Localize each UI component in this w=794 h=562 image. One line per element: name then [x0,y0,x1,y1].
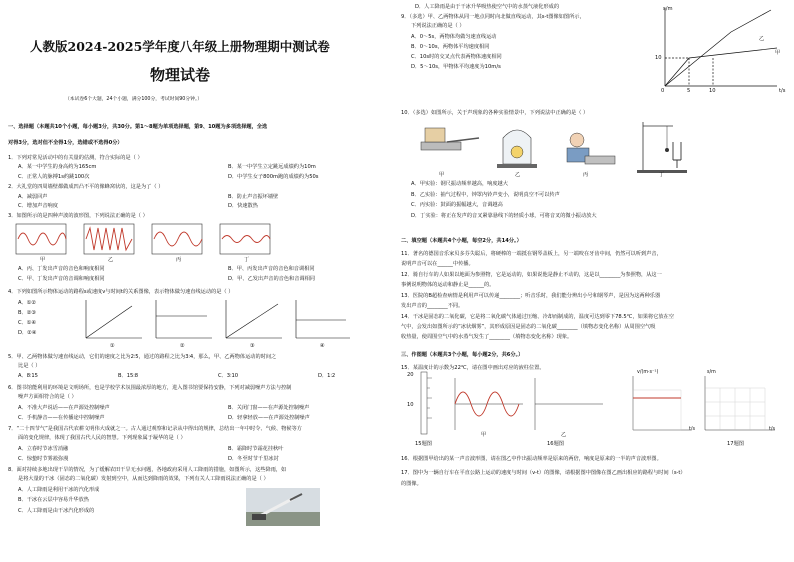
q2-option-a: A．减弱回声 [18,194,48,200]
q9-stem: 9．（多选）甲、乙两物体从同一地点同时向北做直线运动，其s-t图像如图所示， [401,14,585,20]
q2-option-b: B．防止声音振坏墙壁 [228,194,279,200]
q9-series-yi: 乙 [759,36,765,42]
q17-vt-graph [633,376,691,430]
wave-box-yi [84,224,134,254]
q9-line-yi [665,10,771,86]
q6-option-c: C．手机静音——在传播途中控制噪声 [18,415,105,421]
wave-box-bing [152,224,202,254]
q7-stem: 7．“二十四节气”是我国古代农耕文明伟大成就之一。古人通过观察和记录从中得出的规律，总结出一年中时令、气候、物候等方 [8,426,302,432]
q1-option-c: C．正常人的脉搏1s约跳100次 [18,174,90,180]
q9-y-label: s/m [663,6,673,12]
q5-stem-cont: 比是（ ） [18,363,41,369]
q8-option-c: C．人工降雨是由干冰汽化形成的 [18,508,95,514]
q3-label-ding: 丁 [244,257,250,263]
q15-tick-10: 10 [407,402,414,408]
q11-text-cont: 说明声音可以在______中传播。 [401,261,474,267]
q5-option-b: B．15∶8 [118,373,138,379]
q10-option-a: A．甲实验：钢尺振动频率越高，响度越大 [411,181,508,187]
q10-option-b: B．乙实验：抽气过程中，钟罩内铃声变小，说明真空不可以传声 [411,192,560,198]
q9-tick-x5: 5 [687,88,691,94]
fig16-caption: 16题图 [547,441,564,447]
q14-text-cont: 气中，会发出如图所示的“冰状烟雾”，其形成原因是固态的二氧化碳________（填物态变化名称）从周围空气吸 [401,324,656,330]
q9-guide-lines [665,58,713,86]
q16-wave-jia [455,378,523,430]
q5-option-c: C．3∶10 [218,373,239,379]
q8-option-b: B．干冰在云层中容易升华放热 [18,497,89,503]
q6-option-b: B．关闭门窗——在声源处控制噪声 [228,405,310,411]
q12-text: 12．骑自行车的人如果以地面为参照物，它是运动的，如果说他是静止不动的，这是以________为参照物，从这一 [401,272,662,278]
section2-heading: 二、填空题（本题共4个小题，每空2分，共14分。） [401,238,522,244]
q10-fig-yi-bell-jar [497,130,537,168]
q15-17-figures [405,370,785,438]
q10-option-d: D．丁实验：将正在发声的音叉紧靠悬线下的轻质小球，可将音叉的微小振动放大 [411,213,597,219]
q10-label-jia: 甲 [439,172,445,178]
q6-stem-cont: 噪声方面相符合的是（ ） [18,394,77,400]
q6-stem: 6．图书馆能利用的环境是文明场所，也是学校学术氛围最浓厚的地方，进入图书馆要保持安静，下列对减弱噪声方法与控制 [8,385,292,391]
q4-stem: 4．下列如图所示物体运动的路程s或速度v与时间t的关系图像，表示物体做匀速直线运动的是（ ） [8,289,234,295]
q17-v-axis-label: v/(m·s⁻¹) [637,370,659,375]
q2-stem: 2．大礼堂的四周墙壁都做成凹凸不平的像蜂窝状的，这是为了（ ） [8,184,164,190]
q4-option-a: A．①② [18,300,37,306]
q8-rain-rocket-photo [246,488,320,526]
q5-option-a: A．8∶15 [18,373,38,379]
right-column [397,0,794,562]
q4-option-d: D．②④ [18,330,37,336]
q15-text: 15．某温度计的示数为22℃，请在图中画出对应的液柱位置。 [401,365,545,371]
q15-thermometer [421,372,432,434]
q10-fig-ding-tuning-fork [637,122,687,173]
q4-graphs [82,296,352,346]
q10-label-yi: 乙 [515,172,521,178]
q16-label-jia: 甲 [481,432,487,438]
q4-label-2: ② [180,343,185,349]
q7-stem-cont: 面的变化规律，体现了我国古代人民的智慧。下列现象属于凝华的是（ ） [18,435,186,441]
q17-s-axis-label: s/m [707,370,716,375]
q13-text: 13．医院的B超检查病情是利用声可以传递________；听音乐时，我们能分辨出小号和钢琴声，是因为这两种乐器 [401,293,661,299]
q16-wave-yi-empty [535,378,603,430]
q9-series-jia: 甲 [775,50,781,56]
q16-text: 16．根据图甲给出的某一声音波形图，请在图乙中作出振动频率是原来的两倍，响度是原来的一半的声音波形图。 [401,456,662,462]
q4-label-3: ③ [250,343,255,349]
q9-x-label: t/s [779,88,786,94]
q10-label-ding: 丁 [659,172,665,178]
q9-option-d: D．5～10s，甲物体平均速度为10m/s [411,64,501,70]
q10-experiment-figures [417,120,717,176]
q17-t-axis-label: t/s [689,427,695,432]
q4-label-1: ① [110,343,115,349]
q3-option-a: A．丙、丁发出声音的音色和响度相同 [18,266,105,272]
q4-label-4: ④ [320,343,325,349]
q16-label-yi: 乙 [561,432,567,438]
section3-heading: 三、作图题（本题共3个小题，每小题2分，共6分。） [401,352,524,358]
q6-option-a: A．不准大声说话——在声源处控制噪声 [18,405,110,411]
wave-box-ding [220,224,270,254]
q12-text-cont: 事例说明物体的运动和静止是______的。 [401,282,495,288]
q3-option-b: B．甲、丙发出声音的音色和音调相同 [228,266,315,272]
exam-title: 人教版2024-2025学年度八年级上册物理期中测试卷 [30,39,330,54]
q10-label-bing: 丙 [583,172,589,178]
q9-line-jia [665,48,777,86]
q7-option-a: A．立春时节冰雪消融 [18,446,69,452]
q3-option-d: D．甲、乙发出声音的音色和音调相同 [228,276,315,282]
q8-option-d: D．人工降雨是由于干冰升华吸热使空气中的水蒸气液化形成的 [415,4,560,10]
q3-label-jia: 甲 [40,257,46,263]
q9-tick-x0: 0 [661,88,665,94]
q3-label-bing: 丙 [176,257,182,263]
q9-stem-cont: 下列说法正确的是（ ） [411,23,465,29]
q10-stem: 10．（多选）如图所示，关于声现象的各种实验情景中，下列说法中正确的是（ ） [401,110,589,116]
q10-option-c: C．丙实验：鼓面的振幅越大，音调越高 [411,202,503,208]
q4-option-c: C．①④ [18,320,37,326]
q6-option-d: D．轻拿轻放——在声源处控制噪声 [228,415,310,421]
q14-text-cont2: 收热量，使周围空气中的水蒸气发生了________（填物态变化名称）现象。 [401,334,573,340]
q9-st-chart [655,2,785,94]
q17-text-cont: 的图像。 [401,481,422,487]
q17-t-axis-label-2: t/s [769,427,775,432]
q10-fig-bing-drum [567,133,615,164]
q10-fig-jia-ruler [421,128,479,150]
q17-st-grid [705,376,775,430]
q9-option-a: A．0～5s，两物体均做匀速直线运动 [411,34,497,40]
q1-option-d: D．中学生女子800m跑的成绩约为50s [228,174,319,180]
q8-stem-cont: 是将大量的干冰（固态的二氧化碳）发射到空中，从而达到降雨的效果，下列有关人工降雨说法正确的是（ ） [18,476,269,482]
q5-stem: 5．甲、乙两物体做匀速直线运动，它们的速度之比为2∶5，通过的路程之比为3∶4，那么，甲、乙两物体运动的时间之 [8,354,277,360]
q9-tick-y10: 10 [655,55,662,61]
exam-note: （本试卷6个大题，24个小题，满分100分，考试时间90分钟。） [65,97,203,102]
q9-option-b: B．0～10s，两物体平均速度相同 [411,44,490,50]
section1-heading: 一、选择题（本题共10个小题，每小题3分，共30分。第1～8题为单项选择题，第9、10题为多项选择题，全选 [8,124,268,130]
q1-option-b: B．某一中学生立定跳远成绩约为10m [228,164,316,170]
q5-option-d: D．1∶2 [318,373,336,379]
fig17-caption: 17题图 [727,441,744,447]
exam-subtitle: 物理试卷 [150,66,211,84]
q7-option-b: B．霜降时节霜花挂秋叶 [228,446,284,452]
q14-text: 14．干冰是固态的二氧化碳，它是将二氧化碳气体通过压缩、冷却而制成的，温度可达到零下78.5℃，如果将它放在空 [401,314,674,320]
q1-stem: 1．下列对常见活动中的有关量的估测，符合实际的是（ ） [8,155,143,161]
q7-option-d: D．冬至时节千里冰封 [228,456,279,462]
q17-text: 17．图中为一辆自行车在平直公路上运动的速度与时间（v-t）的图像，请根据图中图像在图乙画出相应的路程与时间（s-t） [401,470,686,476]
section1-heading-cont: 对得3分，选对但不全得1分，选错或不选得0分） [8,140,123,146]
q2-option-c: C．增加声音响度 [18,203,58,209]
q1-option-a: A．某一中学生的身高约为165cm [18,164,97,170]
q11-text: 11．著名的德国音乐家贝多芬失聪后，将硬棒的一端抵在钢琴盖板上，另一端咬在牙齿中间，仍然可以听到声音， [401,251,662,257]
q9-tick-x10: 10 [709,88,716,94]
q3-stem: 3．如图所示的是四种声波的波形图，下列说法正确的是（ ） [8,213,148,219]
q3-option-c: C．甲、丁发出声音的音调和响度相同 [18,276,105,282]
q8-option-a: A．人工降雨是利用干冰的汽化形成 [18,487,100,493]
fig15-caption: 15题图 [415,441,432,447]
q4-option-b: B．②③ [18,310,37,316]
q7-option-c: C．惊蛰时节雾凇弥漫 [18,456,69,462]
q3-waveforms [14,222,274,264]
q3-label-yi: 乙 [108,257,114,263]
wave-box-jia [16,224,66,254]
q8-stem: 8．面对持续多地出现干旱的情况，为了缓解农田干旱无水问题，各地政府采用人工降雨的措施，如图所示，这些降雨，如 [8,467,287,473]
q2-option-d: D．快速散热 [228,203,258,209]
q9-option-c: C．10s时的交叉点代表两物体速度相同 [411,54,502,60]
q13-text-cont: 发出声音的________不同。 [401,303,464,309]
q15-tick-20: 20 [407,372,414,378]
